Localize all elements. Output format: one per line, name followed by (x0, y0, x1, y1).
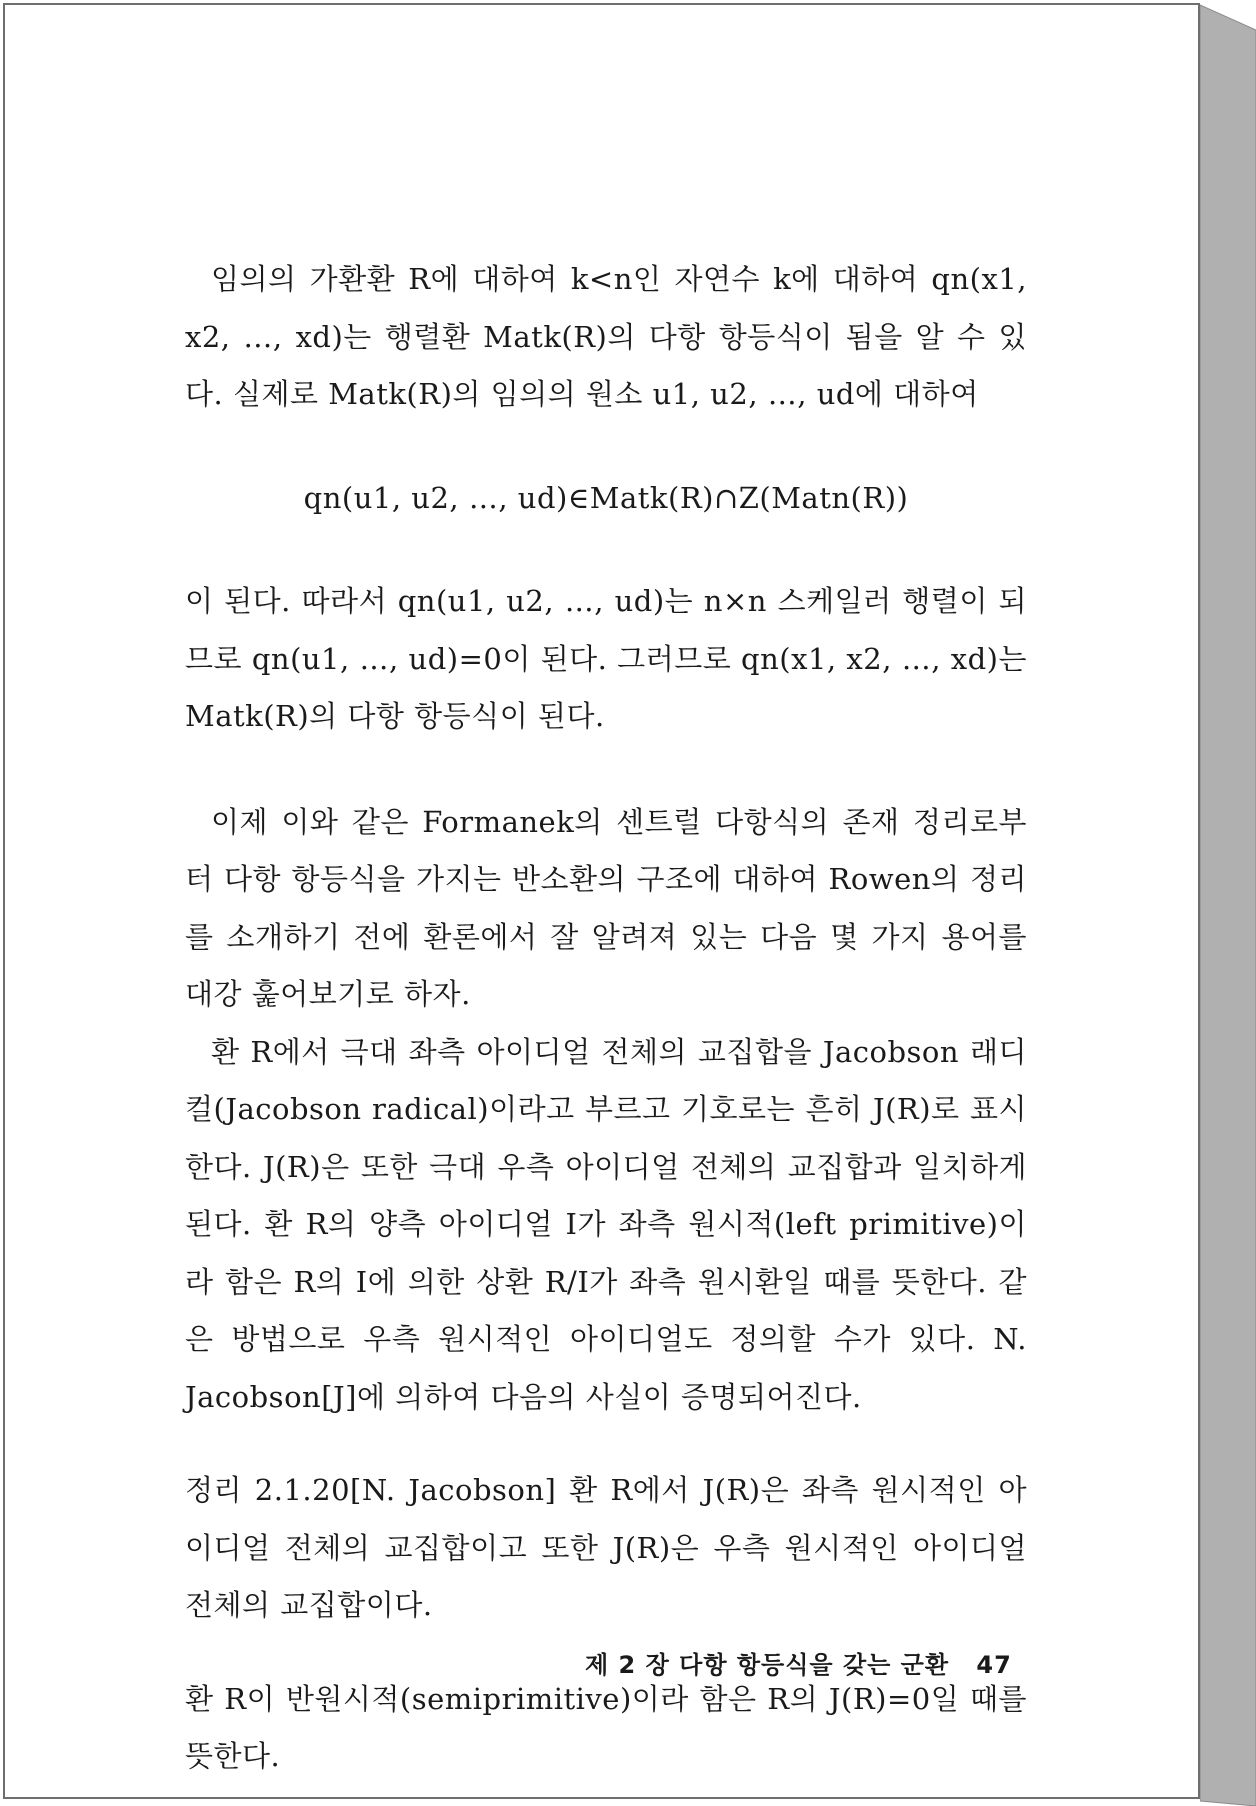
formula-1: qn(u1, u2, …, ud)∈Matk(R)∩Z(Matn(R)) (303, 480, 909, 515)
page-body (185, 251, 1027, 1786)
page-number: 47 (976, 1651, 1012, 1679)
paragraph-2: 이 된다. 따라서 qn(u1, u2, …, ud)는 n×n 스케일러 행렬이 되므로 qn(u1, …, ud)=0이 된다. 그러므로 qn(x1, x2, …, xd)는 Matk(R)의 다항 항등식이 된다. (185, 584, 1027, 733)
paragraph-6: 환 R이 반원시적(semiprimitive)이라 함은 R의 J(R)=0일 때를 뜻한다. (185, 1681, 1027, 1773)
paragraph-1: 임의의 가환환 R에 대하여 k<n인 자연수 k에 대하여 qn(x1, x2, …, xd)는 행렬환 Matk(R)의 다항 항등식이 됨을 알 수 있다. 실제로 Matk(R)의 임의의 원소 u1, u2, …, ud에 대하여 (185, 262, 1027, 411)
paragraph-4: 환 R에서 극대 좌측 아이디얼 전체의 교집합을 Jacobson 래디컬(Jacobson radical)이라고 부르고 기호로는 흔히 J(R)로 표시한다. J(R)은 또한 극대 우측 아이디얼 전체의 교집합과 일치하게 된다. 환 R의 양측 아이디얼 I가 좌측 원시적(left primitive)이라 함은 R의 I에 의한 상환 R/I가 좌측 원시환일 때를 뜻한다. 같은 방법으로 우측 원시적인 아이디얼도 정의할 수가 있다. N. Jacobson[J]에 의하여 다음의 사실이 증명되어진다. (185, 1034, 1027, 1414)
page-edge-shadow (1200, 0, 1256, 1806)
book-page (3, 3, 1200, 1799)
page-footer (585, 1645, 1012, 1680)
chapter-title: 제 2 장 다항 항등식을 갖는 군환 (585, 1651, 950, 1679)
theorem-2-1-20: 정리 2.1.20[N. Jacobson] 환 R에서 J(R)은 좌측 원시적인 아이디얼 전체의 교집합이고 또한 J(R)은 우측 원시적인 아이디얼 전체의 교집합이다. (185, 1473, 1028, 1622)
paragraph-3: 이제 이와 같은 Formanek의 센트럴 다항식의 존재 정리로부터 다항 항등식을 가지는 반소환의 구조에 대하여 Rowen의 정리를 소개하기 전에 환론에서 잘 알려져 있는 다음 몇 가지 용어를 대강 훑어보기로 하자. (185, 804, 1027, 1011)
